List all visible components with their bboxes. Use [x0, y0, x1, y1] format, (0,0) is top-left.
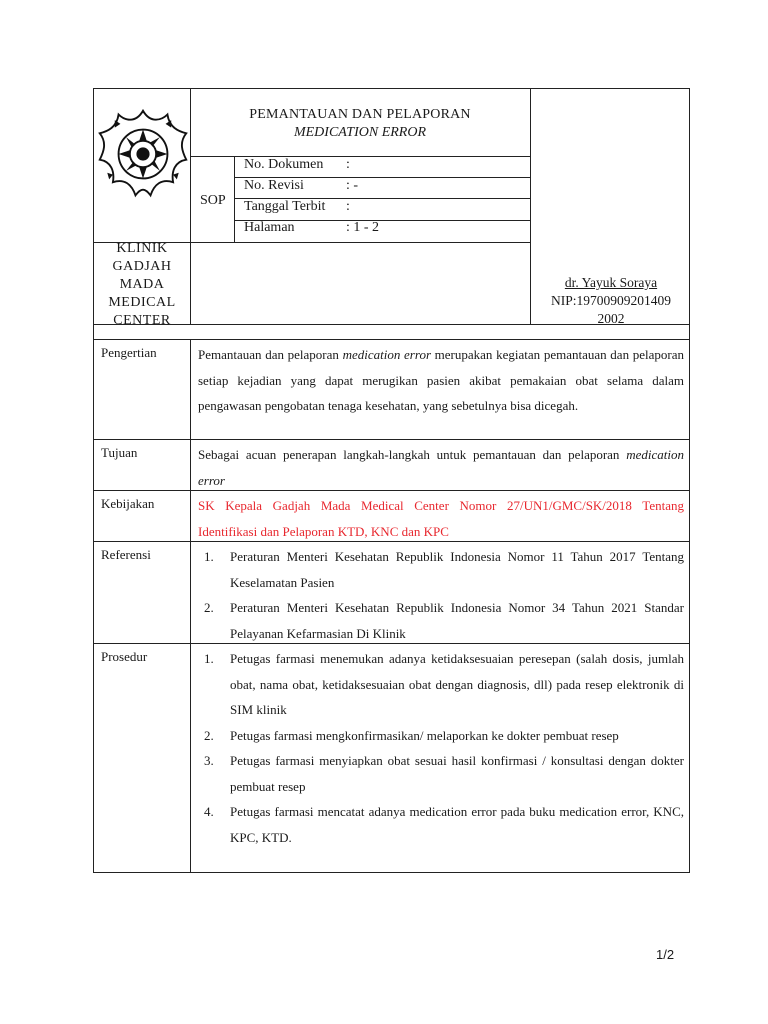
- document-title: PEMANTAUAN DAN PELAPORAN: [249, 107, 471, 122]
- meta-value: :: [346, 199, 350, 214]
- sop-content-table: [93, 339, 690, 873]
- clinic-name: [94, 240, 190, 330]
- clinic-name-line: GADJAH: [112, 259, 172, 274]
- header-table: [93, 88, 690, 328]
- row-label: Prosedur: [101, 649, 148, 664]
- row-label: Tujuan: [101, 445, 138, 460]
- meta-label: No. Revisi: [244, 178, 304, 193]
- meta-row-revisi: [244, 178, 358, 194]
- row-label: Referensi: [101, 547, 151, 562]
- prosedur-list: [198, 646, 684, 850]
- meta-label: No. Dokumen: [244, 157, 324, 172]
- meta-row-halaman: [244, 220, 379, 236]
- signatory-nip: NIP:19700909201409: [550, 293, 671, 308]
- clinic-name-line: KLINIK: [116, 241, 168, 256]
- spacer-row: [93, 324, 690, 340]
- meta-row-dokumen: [244, 157, 350, 173]
- meta-value: : -: [346, 178, 359, 193]
- sop-label: SOP: [200, 193, 226, 208]
- list-item: 2. Petugas farmasi mengkonfirmasikan/ melaporkan ke dokter pembuat resep: [204, 727, 619, 743]
- tujuan-text: Sebagai acuan penerapan langkah-langkah untuk pemantauan dan pelaporan medication error: [198, 447, 684, 488]
- pengertian-text: Pemantauan dan pelaporan medication error merupakan kegiatan pemantauan dan pelaporan setiap kejadian yang dapat merugikan pasien akibat pemakaian obat selama dalam pengawasan pengobatan tenaga kesehatan, yang sebetulnya bisa dicegah.: [198, 347, 684, 413]
- referensi-list: [198, 544, 684, 646]
- meta-value: :: [346, 157, 350, 172]
- document-subtitle: MEDICATION ERROR: [293, 125, 427, 140]
- list-item: 3. Petugas farmasi menyiapkan obat sesuai hasil konfirmasi / konsultasi dengan dokter pembuat resep: [204, 753, 684, 794]
- row-tujuan: [94, 439, 689, 490]
- meta-label: Halaman: [244, 220, 295, 235]
- row-label: Pengertian: [101, 345, 157, 360]
- page-number: 1/2: [656, 947, 675, 962]
- row-referensi: [94, 541, 689, 643]
- signatory-block: [531, 274, 691, 328]
- clinic-name-line: CENTER: [113, 313, 171, 328]
- list-item: 1. Petugas farmasi menemukan adanya ketidaksesuaian peresepan (salah dosis, jumlah obat, nama obat, ketidaksesuaian obat dengan diagnosis, dll) pada resep elektronik di SIM klinik: [204, 651, 684, 717]
- clinic-name-line: MEDICAL: [108, 295, 176, 310]
- university-emblem-icon: [96, 107, 190, 201]
- meta-value: : 1 - 2: [346, 220, 380, 235]
- list-item: 1. Peraturan Menteri Kesehatan Republik Indonesia Nomor 11 Tahun 2017 Tentang Keselamatan Pasien: [204, 549, 684, 590]
- meta-label: Tanggal Terbit: [244, 199, 326, 214]
- clinic-name-line: MADA: [119, 277, 165, 292]
- list-item: 4. Petugas farmasi mencatat adanya medication error pada buku medication error, KNC, KPC, KTD.: [204, 804, 684, 845]
- row-prosedur: [94, 643, 689, 872]
- row-kebijakan: [94, 490, 689, 541]
- list-item: 2. Peraturan Menteri Kesehatan Republik Indonesia Nomor 34 Tahun 2021 Standar Pelayanan Kefarmasian Di Klinik: [204, 600, 684, 641]
- row-pengertian: [94, 340, 689, 439]
- row-label: Kebijakan: [101, 496, 155, 511]
- signatory-name: dr. Yayuk Soraya: [564, 275, 658, 290]
- kebijakan-text: SK Kepala Gadjah Mada Medical Center Nomor 27/UN1/GMC/SK/2018 Tentang Identifikasi dan Pelaporan KTD, KNC dan KPC: [198, 498, 684, 539]
- signatory-nip-cont: 2002: [597, 311, 625, 326]
- meta-row-tanggal: [244, 199, 350, 215]
